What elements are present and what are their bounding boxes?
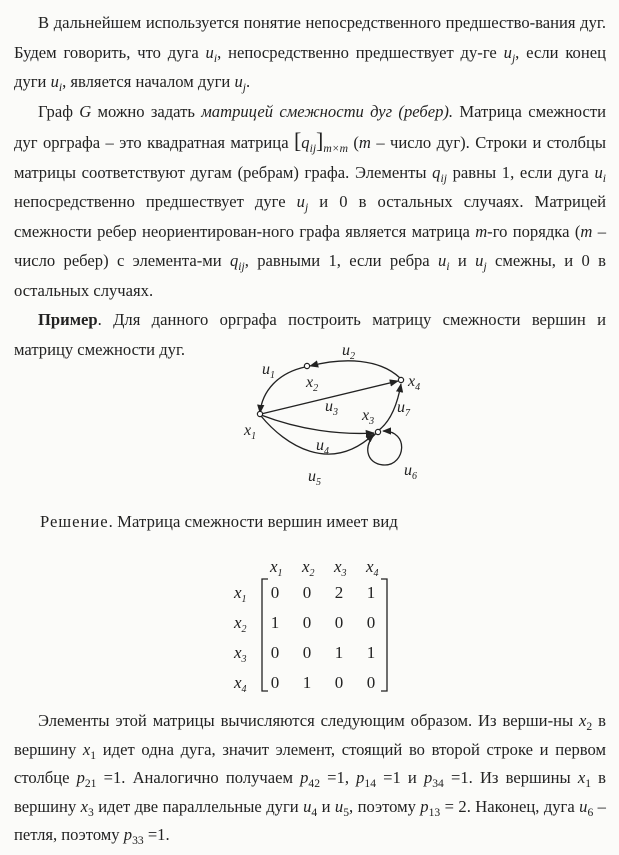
example-heading: Пример: [38, 310, 98, 329]
row-header-x4: $x_4$: [234, 673, 247, 695]
label-x3: $x_3$: [362, 407, 375, 427]
col-header-x1: $x_1$: [270, 558, 283, 579]
matrix-right-bracket: [381, 579, 387, 691]
label-u3: $u_3$: [325, 398, 338, 418]
matrix-left-bracket: [262, 579, 268, 691]
matrix-cell-1-1: 0: [270, 583, 280, 602]
digraph-figure: [0, 335, 619, 505]
col-header-x2: $x_2$: [302, 558, 315, 579]
vertex-x1: [257, 411, 262, 416]
vertex-x4: [398, 377, 403, 382]
term-arc-adjacency-matrix: матрицей смежности дуг (ребер).: [201, 101, 454, 121]
matrix-cell-2-2: 0: [302, 613, 312, 632]
matrix-cell-4-2: 1: [302, 673, 312, 692]
text-bottom: [14, 707, 606, 850]
vertex-adjacency-matrix: [0, 558, 619, 698]
label-x1: $x_1$: [244, 422, 257, 442]
matrix-cell-2-4: 0: [366, 613, 376, 632]
matrix-cell-1-3: 2: [334, 583, 344, 602]
label-u5: $u_5$: [308, 468, 321, 488]
matrix-cell-2-3: 0: [334, 613, 344, 632]
label-u7: $u_7$: [397, 399, 410, 419]
matrix-cell-3-3: 1: [334, 643, 344, 662]
matrix-cell-3-4: 1: [366, 643, 376, 662]
paragraph-arc-adjacency-matrix: Граф G можно задать матрицей смежности дуг (ребер). Матрица смежности дуг орграфа – это квадратная матрица $[q_{ij}]_{m\times m}$ (m – число дуг). Строки и столбцы матрицы соответствуют дугам (ребрам) графа. Элементы $q_{ij}$ равны 1, если дуга $u_i$ непосредственно предшествует дуге $u_j$ и 0 в остальных случаях. Матрицей смежности ребер неориентирован-ного графа является матрица m-го порядка (m – число ребер) с элемента-ми $q_{ij}$, равными 1, если ребра $u_i$ и $u_j$ смежны, и 0 в остальных случаях.: [14, 101, 607, 300]
label-x2: $x_2$: [306, 374, 319, 394]
vertex-x3: [375, 429, 380, 434]
paragraph-example: Пример. Для данного орграфа построить матрицу смежности вершин и матрицу смежности дуг.: [14, 310, 606, 359]
matrix-cell-3-2: 0: [302, 643, 312, 662]
text-top: [14, 8, 606, 364]
paragraph-arc-precedence: В дальнейшем используется понятие непосредственного предшество-вания дуг. Будем говорить, что дуга $u_i$, непосредственно предшествует ду-ге $u_j$, если конец дуги $u_i$, является началом дуги $u_j$.: [14, 13, 606, 94]
col-header-x4: $x_4$: [366, 558, 379, 579]
vertex-x2: [304, 363, 309, 368]
col-header-x3: $x_3$: [334, 558, 347, 579]
matrix-cell-1-2: 0: [302, 583, 312, 602]
edge-u4: [261, 415, 374, 433]
row-header-x1: $x_1$: [234, 583, 247, 605]
matrix-cell-3-1: 0: [270, 643, 280, 662]
label-u4: $u_4$: [316, 437, 329, 457]
matrix-cell-1-4: 1: [366, 583, 376, 602]
matrix-cell-4-4: 0: [366, 673, 376, 692]
label-x4: $x_4$: [408, 373, 421, 393]
row-header-x2: $x_2$: [234, 613, 247, 635]
matrix-cell-4-3: 0: [334, 673, 344, 692]
label-u1: $u_1$: [262, 361, 275, 381]
solution-line: Решение. Матрица смежности вершин имеет вид: [40, 512, 398, 531]
matrix-cell-4-1: 0: [270, 673, 280, 692]
label-u6: $u_6$: [404, 462, 417, 482]
edge-u6: [368, 431, 402, 465]
matrix-cell-2-1: 1: [270, 613, 280, 632]
edge-u2: [310, 361, 400, 378]
label-u2: $u_2$: [342, 342, 355, 362]
row-header-x3: $x_3$: [234, 643, 247, 665]
paragraph-matrix-explanation: Элементы этой матрицы вычисляются следующим образом. Из верши-ны $x_2$ в вершину $x_1$ идет одна дуга, значит элемент, стоящий во второй строке и первом столбце $p_{21} =1$. Аналогично получаем $p_{42} =1$, $p_{14} =1$ и $p_{34} =1$. Из вершины $x_1$ в вершину $x_3$ идет две параллельные дуги $u_4$ и $u_5$, поэтому $p_{13} = 2$. Наконец, дуга $u_6$ – петля, поэтому $p_{33} =1$.: [14, 711, 606, 847]
